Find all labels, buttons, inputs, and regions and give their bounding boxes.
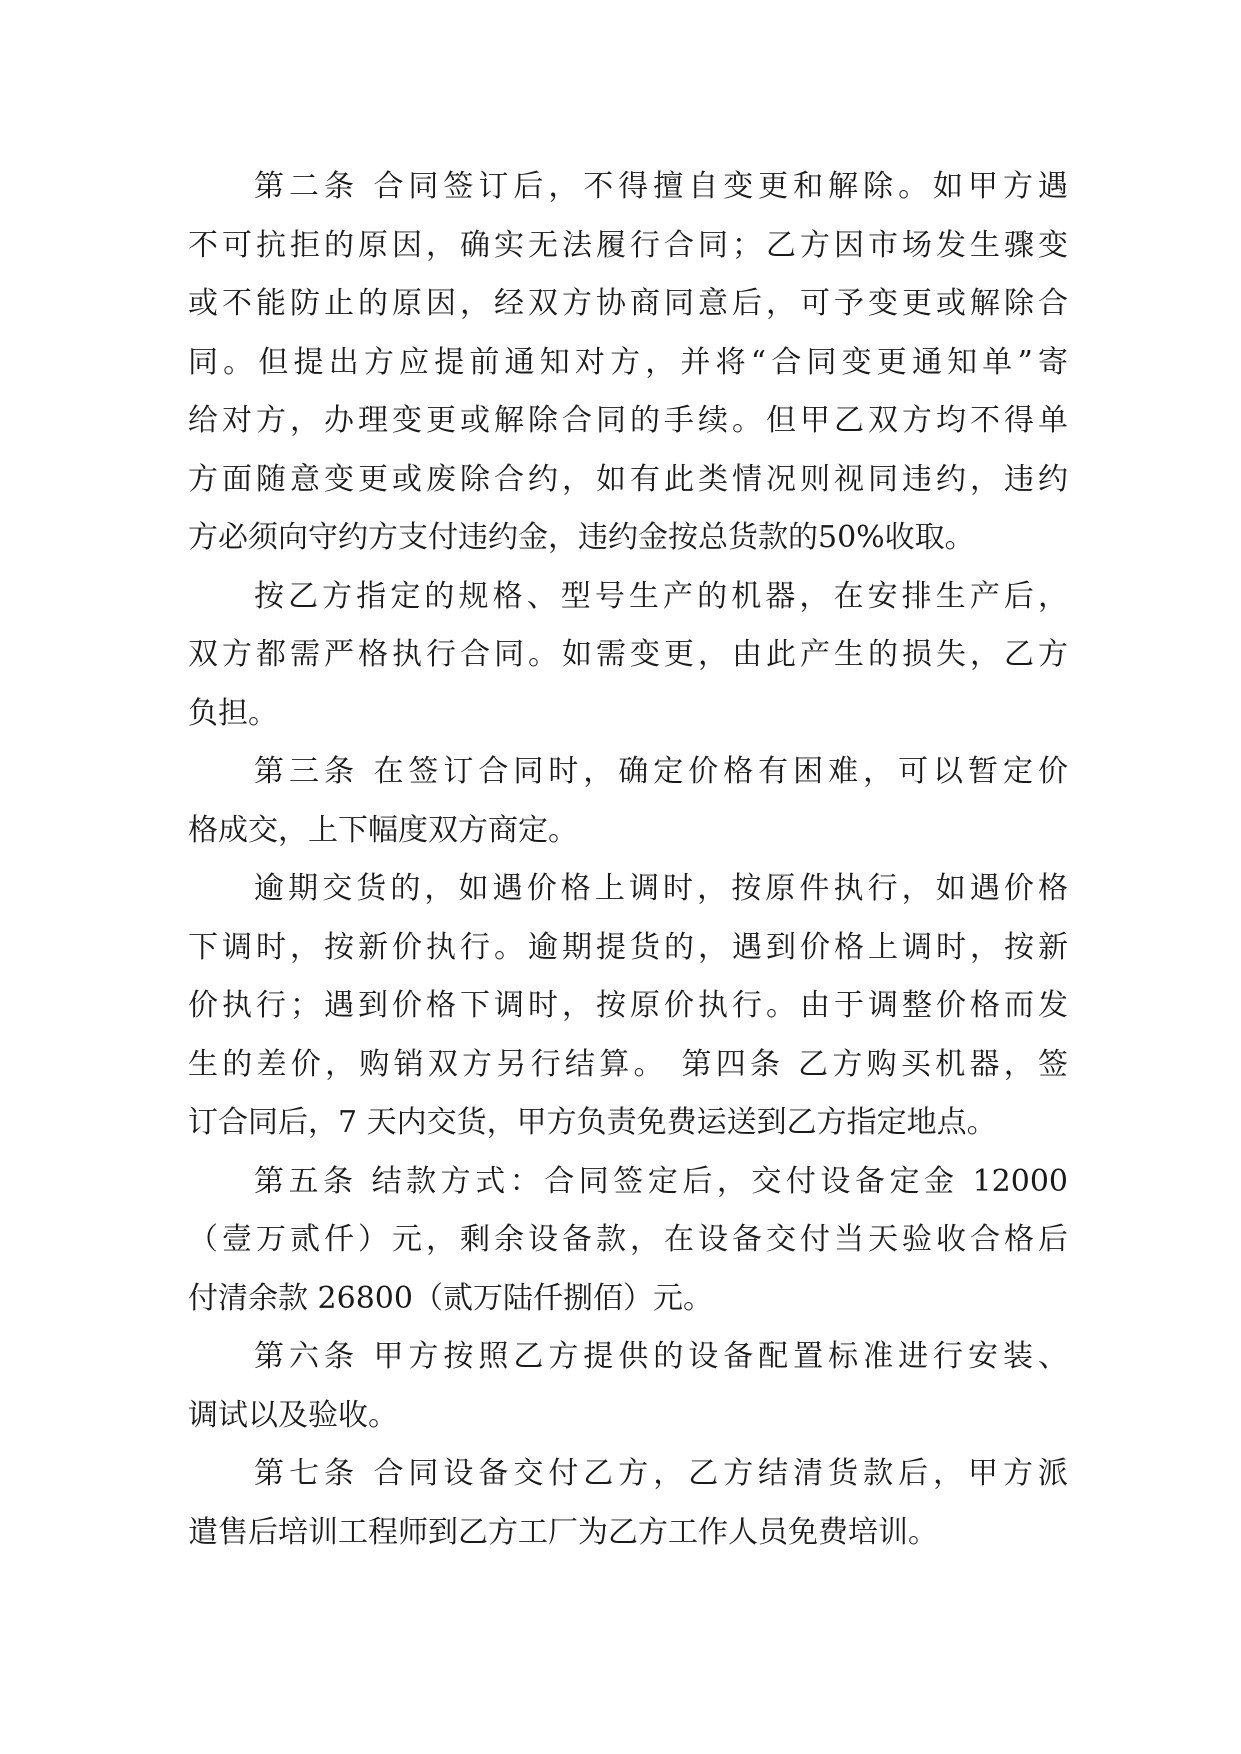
text-line: 按乙方指定的规格、型号生产的机器，在安排生产后， [254,578,1068,614]
text-line: 方面随意变更或废除合约，如有此类情况则视同违约，违约 [188,461,1068,497]
text-line: 价执行；遇到价格下调时，按原价执行。由于调整价格而发 [188,988,1068,1023]
text-line: 不可抗拒的原因，确实无法履行合同；乙方因市场发生骤变 [188,227,1068,263]
text-line: 方必须向守约方支付违约金，违约金按总货款的50%收取。 [188,520,975,555]
paragraph-article-6 [188,1328,1068,1445]
text-line: 或不能防止的原因，经双方协商同意后，可予变更或解除合 [188,286,1068,321]
text-line: 第五条 结款方式：合同签定后，交付设备定金 12000 [254,1163,1068,1199]
text-line: 给对方，办理变更或解除合同的手续。但甲乙双方均不得单 [188,403,1068,438]
text-line: 第二条 合同签订后，不得擅自变更和解除。如甲方遇 [254,169,1068,204]
paragraph-article-5 [188,1153,1068,1329]
text-line: 订合同后，7 天内交货，甲方负责免费运送到乙方指定地点。 [188,1105,997,1140]
text-line: 第七条 合同设备交付乙方，乙方结清货款后，甲方派 [254,1456,1068,1491]
text-line: 负担。 [188,695,278,731]
text-line: 第六条 甲方按照乙方提供的设备配置标准进行安装、 [254,1339,1068,1374]
text-line: 逾期交货的，如遇价格上调时，按原件执行，如遇价格 [254,871,1068,906]
text-line: 付清余款 26800（贰万陆仟捌佰）元。 [188,1280,713,1316]
paragraph-overdue-pricing [188,860,1068,1153]
text-line: 调试以及验收。 [188,1397,398,1433]
text-line: 第三条 在签订合同时，确定价格有困难，可以暂定价 [254,754,1068,789]
text-line: 双方都需严格执行合同。如需变更，由此产生的损失，乙方 [188,637,1068,672]
text-line: （壹万贰仟）元，剩余设备款，在设备交付当天验收合格后 [188,1222,1068,1257]
text-line: 生的差价，购销双方另行结算。 第四条 乙方购买机器，签 [188,1046,1068,1082]
text-line: 下调时，按新价执行。逾期提货的，遇到价格上调时，按新 [188,929,1068,965]
text-line: 格成交，上下幅度双方商定。 [188,812,578,848]
text-line: 同。但提出方应提前通知对方，并将“合同变更通知单”寄 [188,344,1068,380]
document-body [188,158,1068,1562]
paragraph-article-7 [188,1445,1068,1562]
paragraph-article-3 [188,743,1068,860]
paragraph-article-2 [188,158,1068,568]
paragraph-spec-production [188,568,1068,744]
text-line: 遣售后培训工程师到乙方工厂为乙方工作人员免费培训。 [188,1514,938,1550]
